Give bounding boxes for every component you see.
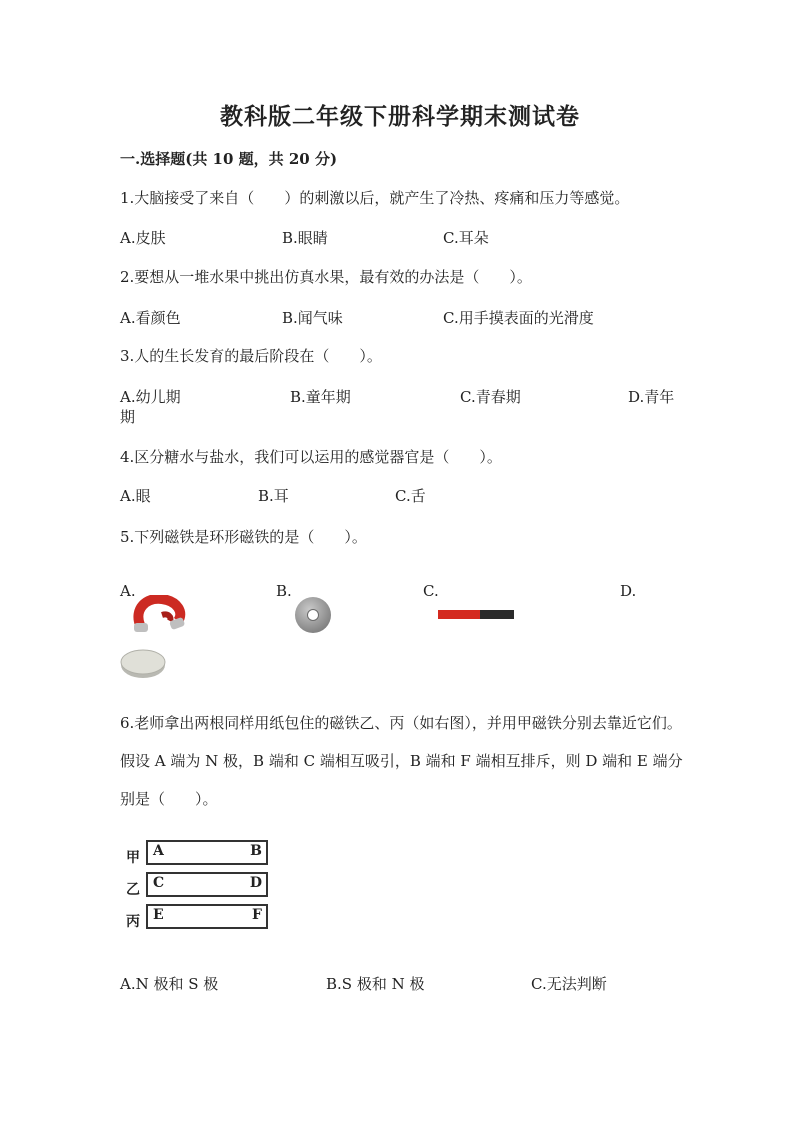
q6-option-b[interactable]: B.S 极和 N 极: [326, 975, 425, 993]
magnet-box-yi: [146, 872, 268, 897]
section-heading: 一.选择题(共 10 题，共 20 分): [120, 150, 338, 168]
diagram-label-yi: 乙: [126, 882, 140, 898]
q2-option-b[interactable]: B.闻气味: [282, 309, 343, 327]
q1-option-a[interactable]: A.皮肤: [120, 229, 166, 247]
q5-option-b[interactable]: B.: [276, 582, 292, 600]
q3-option-b[interactable]: B.童年期: [290, 388, 351, 406]
diagram-label-bing: 丙: [126, 914, 140, 930]
horseshoe-magnet-image: [132, 595, 188, 635]
q6-option-c[interactable]: C.无法判断: [531, 975, 607, 993]
q1-option-b[interactable]: B.眼睛: [282, 229, 328, 247]
q4-option-b[interactable]: B.耳: [258, 487, 289, 505]
q4-option-a[interactable]: A.眼: [120, 487, 151, 505]
magnet-diagram: [122, 838, 272, 938]
magnet-box-bing: [146, 904, 268, 929]
diagram-label-jia: 甲: [126, 850, 140, 866]
end-label-f: F: [252, 907, 262, 923]
q3-option-c[interactable]: C.青春期: [460, 388, 521, 406]
q3-option-d[interactable]: D.青年: [628, 388, 675, 406]
ring-magnet-image: [294, 596, 332, 634]
question-2: 2.要想从一堆水果中挑出仿真水果，最有效的办法是（ ）。: [120, 268, 532, 286]
q4-option-c[interactable]: C.舌: [395, 487, 426, 505]
q3-option-a[interactable]: A.幼儿期: [120, 388, 181, 406]
end-label-a: A: [153, 843, 164, 859]
q1-option-c[interactable]: C.耳朵: [443, 229, 489, 247]
question-4: 4.区分糖水与盐水，我们可以运用的感觉器官是（ ）。: [120, 448, 502, 466]
end-label-c: C: [153, 875, 165, 891]
q5-option-d[interactable]: D.: [620, 582, 637, 600]
magnet-box-jia: [146, 840, 268, 865]
q6-option-a[interactable]: A.N 极和 S 极: [120, 975, 219, 993]
end-label-e: E: [153, 907, 164, 923]
bar-magnet-image: [437, 607, 517, 623]
disc-magnet-image: [118, 646, 168, 680]
question-1: 1.大脑接受了来自（ ）的刺激以后，就产生了冷热、疼痛和压力等感觉。: [120, 189, 630, 207]
q2-option-c[interactable]: C.用手摸表面的光滑度: [443, 309, 594, 327]
end-label-d: D: [249, 875, 262, 891]
q5-option-a[interactable]: A.: [120, 582, 136, 600]
q5-option-c[interactable]: C.: [423, 582, 439, 600]
q3-option-d-wrap: 期: [120, 408, 136, 426]
question-6: 6.老师拿出两根同样用纸包住的磁铁乙、丙（如右图），并用甲磁铁分别去靠近它们。假设 A 端为 N 极，B 端和 C 端相互吸引，B 端和 F 端相互排斥，则 D 端和 E 端分别是（ ）。: [120, 714, 683, 808]
end-label-b: B: [250, 843, 262, 859]
q2-option-a[interactable]: A.看颜色: [120, 309, 181, 327]
question-3: 3.人的生长发育的最后阶段在（ ）。: [120, 347, 382, 365]
page-title: 教科版二年级下册科学期末测试卷: [220, 103, 580, 130]
question-5: 5.下列磁铁是环形磁铁的是（ ）。: [120, 528, 367, 546]
